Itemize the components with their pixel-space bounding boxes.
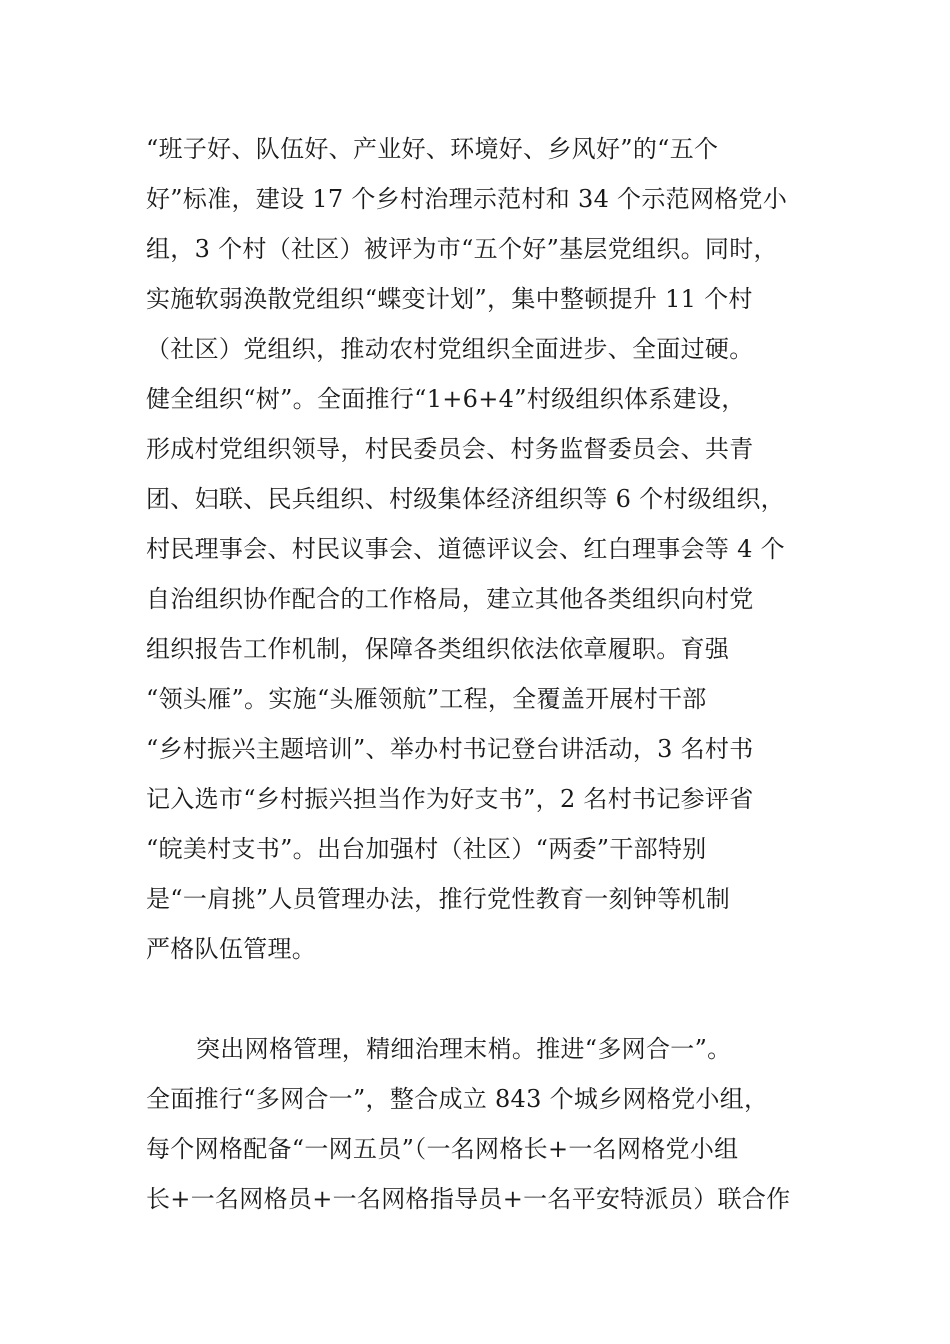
text-line: “领头雁”。实施“头雁领航”工程，全覆盖开展村干部 — [146, 685, 707, 713]
text-line: 长+一名网格员+一名网格指导员+一名平安特派员）联合作 — [146, 1185, 791, 1213]
text-line: 全面推行“多网合一”，整合成立 843 个城乡网格党小组， — [146, 1085, 769, 1113]
text-line: 好”标准，建设 17 个乡村治理示范村和 34 个示范网格党小 — [146, 185, 788, 213]
text-line: （社区）党组织，推动农村党组织全面进步、全面过硬。 — [146, 335, 754, 363]
text-line: “班子好、队伍好、产业好、环境好、乡风好”的“五个 — [146, 135, 719, 163]
text-line: 实施软弱涣散党组织“蝶变计划”，集中整顿提升 11 个村 — [146, 285, 753, 313]
text-line: 组，3 个村（社区）被评为市“五个好”基层党组织。同时， — [146, 235, 778, 263]
text-line: 严格队伍管理。 — [146, 935, 317, 963]
text-line: 每个网格配备“一网五员”（一名网格长+一名网格党小组 — [146, 1135, 739, 1163]
text-line: 是“一肩挑”人员管理办法，推行党性教育一刻钟等机制 — [146, 885, 731, 913]
text-line: 自治组织协作配合的工作格局，建立其他各类组织向村党 — [146, 585, 754, 613]
text-line: “皖美村支书”。出台加强村（社区）“两委”干部特别 — [146, 835, 707, 863]
text-line: 健全组织“树”。全面推行“1+6+4”村级组织体系建设， — [146, 385, 746, 413]
text-line: 村民理事会、村民议事会、道德评议会、红白理事会等 4 个 — [146, 535, 785, 563]
text-line: 团、妇联、民兵组织、村级集体经济组织等 6 个村级组织， — [146, 485, 785, 513]
text-line: 突出网格管理，精细治理末梢。推进“多网合一”。 — [196, 1035, 732, 1063]
text-line: 记入选市“乡村振兴担当作为好支书”，2 名村书记参评省 — [146, 785, 754, 813]
text-line: 形成村党组织领导，村民委员会、村务监督委员会、共青 — [146, 435, 754, 463]
text-line: “乡村振兴主题培训”、举办村书记登台讲活动，3 名村书 — [146, 735, 754, 763]
text-line: 组织报告工作机制，保障各类组织依法依章履职。育强 — [146, 635, 730, 663]
